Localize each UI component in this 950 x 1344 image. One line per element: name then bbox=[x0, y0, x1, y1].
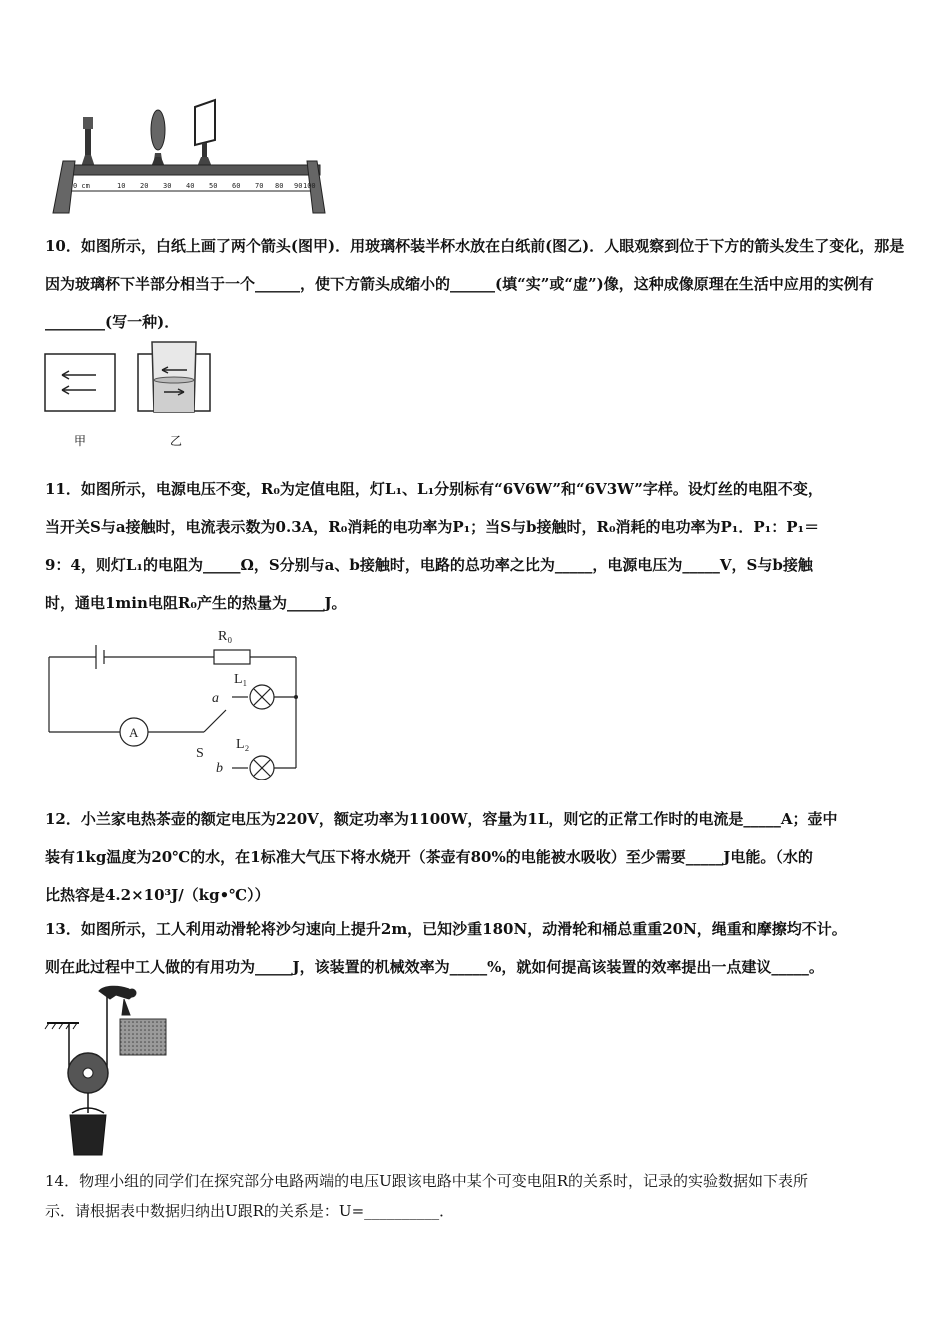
scale-label: 60 bbox=[232, 182, 241, 190]
circuit-diagram bbox=[44, 620, 314, 780]
label-s: S bbox=[196, 746, 204, 761]
question-line: 则在此过程中工人做的有用功为_____J，该装置的机械效率为_____%，就如何提高该装置的效率提出一点建议_____。 bbox=[45, 958, 824, 976]
question-line: 当开关S与a接触时，电流表示数为0.3A，R₀消耗的电功率为P₁；当S与b接触时，R₀消耗的电功率为P₁．P₁：P₁＝ bbox=[45, 518, 820, 536]
question-10 bbox=[45, 227, 907, 341]
question-number: 13． bbox=[45, 920, 81, 938]
question-number: 12． bbox=[45, 810, 81, 828]
label-ammeter: A bbox=[129, 725, 139, 740]
scale-label: 0 cm bbox=[73, 182, 90, 190]
figure-a-caption: 甲 bbox=[74, 434, 87, 448]
figure-b-glass bbox=[138, 342, 210, 412]
arrow-figures bbox=[44, 340, 219, 415]
question-line: 时，通电1min电阻R₀产生的热量为_____J。 bbox=[45, 594, 347, 612]
question-line: 装有1kg温度为20℃的水，在1标准大气压下将水烧开（茶壶有80%的电能被水吸收）至少需要_____J电能。（水的 bbox=[45, 848, 813, 866]
question-line: 9：4，则灯L₁的电阻为_____Ω，S分别与a、b接触时，电路的总功率之比为_____，电源电压为_____V，S与b接触 bbox=[45, 556, 813, 574]
question-number: 14． bbox=[45, 1172, 80, 1190]
worker-icon bbox=[99, 986, 136, 1015]
question-number: 11． bbox=[45, 480, 81, 498]
question-line: 如图所示，电源电压不变，R₀为定值电阻，灯L₁、L₁分别标有“6V6W”和“6V3W”字样。设灯丝的电阻不变， bbox=[80, 480, 823, 498]
figure-b-caption: 乙 bbox=[170, 434, 183, 448]
scale-label: 30 bbox=[163, 182, 172, 190]
scale-label: 20 bbox=[140, 182, 149, 190]
pulley-wheel-icon bbox=[68, 1053, 108, 1113]
resistor-r0 bbox=[214, 650, 250, 664]
question-11 bbox=[45, 470, 907, 622]
label-r0: R₀ bbox=[218, 629, 233, 644]
bucket-icon bbox=[70, 1108, 106, 1155]
question-12 bbox=[45, 800, 907, 914]
question-text: 如图所示，白纸上画了两个箭头(图甲)．用玻璃杯装半杯水放在白纸前(图乙)．人眼观察到位于下方的箭头发生了变化，那是因为玻璃杯下半部分相当于一个______，使下方箭头成缩小的______(填“实”或“虚”)像，这种成像原理在生活中应用的实例有________(写一种)． bbox=[45, 237, 905, 331]
question-line: 物理小组的同学们在探究部分电路两端的电压U跟该电路中某个可变电阻R的关系时，记录的实验数据如下表所 bbox=[79, 1172, 809, 1190]
label-b: b bbox=[216, 761, 223, 776]
scale-label: 100 bbox=[303, 182, 316, 190]
optical-bench-figure bbox=[45, 95, 335, 215]
question-line: 示．请根据表中数据归纳出U跟R的关系是：U=__________． bbox=[45, 1202, 455, 1220]
scale-label: 70 bbox=[255, 182, 264, 190]
screen-icon bbox=[195, 100, 215, 167]
question-line: 比热容是4.2×10³J/（kg•℃）） bbox=[45, 886, 270, 904]
question-number: 10． bbox=[45, 237, 81, 255]
pulley-figure bbox=[44, 985, 174, 1160]
figure-a-paper bbox=[45, 354, 115, 411]
scale-label: 50 bbox=[209, 182, 218, 190]
question-line: 如图所示，工人利用动滑轮将沙匀速向上提升2m，已知沙重180N，动滑轮和桶总重重20N，绳重和摩擦均不计。 bbox=[80, 920, 847, 938]
lens-icon bbox=[151, 110, 165, 167]
question-14 bbox=[45, 1166, 907, 1226]
label-l2: L₂ bbox=[236, 737, 250, 752]
label-l1: L₁ bbox=[234, 672, 248, 687]
scale-label: 90 bbox=[294, 182, 303, 190]
label-a: a bbox=[212, 691, 219, 706]
question-13 bbox=[45, 910, 907, 986]
question-line: 小兰家电热茶壶的额定电压为220V，额定功率为1100W，容量为1L，则它的正常工作时的电流是_____A；壶中 bbox=[80, 810, 838, 828]
candle-icon bbox=[81, 117, 95, 167]
scale-label: 40 bbox=[186, 182, 195, 190]
scale-label: 10 bbox=[117, 182, 126, 190]
scale-label: 80 bbox=[275, 182, 284, 190]
